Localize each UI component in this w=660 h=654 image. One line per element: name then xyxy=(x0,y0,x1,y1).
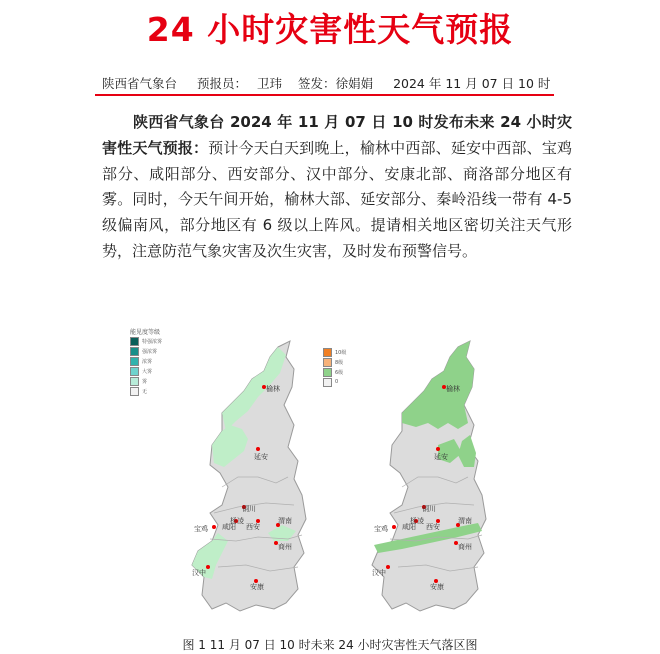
city-dot xyxy=(392,525,396,529)
forecast-map-figure xyxy=(120,325,540,625)
city-dot xyxy=(436,447,440,451)
fog-legend-title: 能见度等级 xyxy=(130,329,161,336)
city-label-yulin: 榆林 xyxy=(446,385,460,393)
wind-legend-row xyxy=(323,347,346,357)
city-label-yanan: 延安 xyxy=(434,453,448,461)
fog-legend-row xyxy=(130,356,162,366)
city-label-baoji: 宝鸡 xyxy=(194,525,208,533)
city-label-tongchuan: 铜川 xyxy=(422,505,436,513)
fog-legend-row xyxy=(130,366,162,376)
city-label-tongchuan: 铜川 xyxy=(242,505,256,513)
fog-legend-row xyxy=(130,386,162,396)
legend-swatch xyxy=(130,377,139,386)
legend-label: 浓雾 xyxy=(142,358,153,365)
forecast-body: 预计今天白天到晚上，榆林中西部、延安中西部、宝鸡部分、咸阳部分、西安部分、汉中部分、安康北部、商洛部分地区有雾。同时，今天午间开始，榆林大部、延安部分、秦岭沿线一带有 4-5 级偏南风，部分地区有 6 级以上阵风。提请相关地区密切关注天气形势，注意防范气象灾害及次生灾害，及时发布预警信号。 xyxy=(102,138,572,260)
legend-label: 大雾 xyxy=(142,368,153,375)
forecaster-name: 卫玮 xyxy=(257,76,283,91)
legend-label: 10级 xyxy=(335,349,347,356)
city-label-hanzhong: 汉中 xyxy=(372,569,386,577)
city-label-weinan: 渭南 xyxy=(278,517,292,525)
legend-label: 6级 xyxy=(335,369,344,376)
wind-area-north xyxy=(402,341,474,429)
fog-legend xyxy=(130,327,162,396)
legend-label: 0 xyxy=(335,379,339,385)
legend-label: 雾 xyxy=(142,378,148,385)
wind-legend-row xyxy=(323,377,346,387)
issue-header xyxy=(102,74,552,92)
document-title: 24 小时灾害性天气预报 xyxy=(146,10,514,49)
legend-label: 特强浓雾 xyxy=(142,338,163,345)
city-label-yanan: 延安 xyxy=(254,453,268,461)
city-label-xian: 西安 xyxy=(426,523,440,531)
city-label-xianyang: 咸阳 xyxy=(222,523,236,531)
figure-caption: 图 1 11 月 07 日 10 时未来 24 小时灾害性天气落区图 xyxy=(182,638,478,652)
issue-time: 2024 年 11 月 07 日 10 时 xyxy=(393,76,551,91)
legend-swatch xyxy=(130,337,139,346)
fog-map xyxy=(192,341,306,611)
wind-legend-row xyxy=(323,357,346,367)
city-label-baoji: 宝鸡 xyxy=(374,525,388,533)
legend-swatch xyxy=(130,387,139,396)
city-label-hanzhong: 汉中 xyxy=(192,569,206,577)
city-dot xyxy=(386,565,390,569)
legend-swatch xyxy=(130,357,139,366)
legend-swatch xyxy=(323,358,332,367)
legend-swatch xyxy=(323,368,332,377)
city-label-yangling: 杨凌 xyxy=(230,517,244,525)
legend-swatch xyxy=(323,348,332,357)
city-label-yangling: 杨凌 xyxy=(410,517,424,525)
fog-legend-row xyxy=(130,336,162,346)
city-dot xyxy=(256,447,260,451)
signer-name: 徐娟娟 xyxy=(335,76,374,91)
legend-swatch xyxy=(130,367,139,376)
city-label-ankang: 安康 xyxy=(250,583,264,591)
forecast-lead: 陕西省气象台 2024 年 11 月 07 日 10 时发布未来 24 小时灾害性天气预报： xyxy=(102,113,572,157)
legend-label: 8级 xyxy=(335,359,344,366)
forecast-paragraph xyxy=(102,110,572,265)
wind-map xyxy=(372,341,486,611)
city-label-ankang: 安康 xyxy=(430,583,444,591)
city-label-shangzhou: 商州 xyxy=(278,543,292,551)
city-label-weinan: 渭南 xyxy=(458,517,472,525)
forecaster-label: 预报员： xyxy=(197,76,248,91)
legend-label: 强浓雾 xyxy=(142,348,158,355)
wind-legend xyxy=(323,347,346,387)
legend-label: 无 xyxy=(142,388,148,395)
city-label-xian: 西安 xyxy=(246,523,260,531)
header-rule xyxy=(95,94,554,96)
city-dot xyxy=(212,525,216,529)
fog-legend-row xyxy=(130,346,162,356)
city-label-yulin: 榆林 xyxy=(266,385,280,393)
city-label-xianyang: 咸阳 xyxy=(402,523,416,531)
legend-swatch xyxy=(130,347,139,356)
fog-legend-row xyxy=(130,376,162,386)
city-label-shangzhou: 商州 xyxy=(458,543,472,551)
signer-label: 签发： xyxy=(298,76,336,91)
city-dot xyxy=(206,565,210,569)
legend-swatch xyxy=(323,378,332,387)
agency-name: 陕西省气象台 xyxy=(102,76,178,91)
wind-legend-row xyxy=(323,367,346,377)
